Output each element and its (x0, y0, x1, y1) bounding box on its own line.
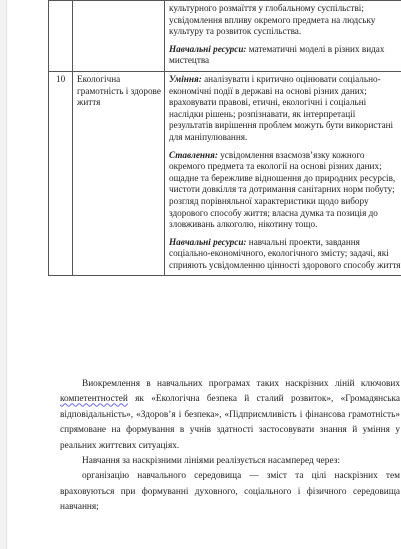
resources-label: Навчальні ресурси: (169, 236, 247, 247)
paragraph-3: організацію навчального середовища — зміст та цілі наскрізних тем враховуються при формуванні духовного, соціального і фізичного середовища навчання; (60, 471, 400, 513)
resources-paragraph (169, 237, 401, 272)
skills-label: Уміння: (169, 73, 202, 84)
table-cell-number (49, 71, 73, 276)
table-row (49, 71, 401, 276)
table-cell-title (73, 71, 165, 276)
body-text (60, 377, 400, 516)
resources-label: Навчальні ресурси: (169, 43, 247, 54)
row-title: Екологічна грамотність і здорове життя (77, 73, 161, 108)
row-number: 10 (56, 73, 66, 84)
table-cell-content (165, 71, 401, 276)
attitudes-label: Ставлення: (169, 149, 218, 160)
table-cell-content (165, 1, 401, 72)
skills-paragraph (169, 74, 401, 144)
skills-text: аналізувати і критично оцінювати соціально-економічні події в державі на основі різних даних; враховувати правові, етичні, екологічні і соціальні наслідки рішень; розпізнавати, як інтерпретації результатів вирішення проблем можуть бути використані для маніпулювання. (169, 73, 394, 142)
row-prev-text: культурного розмаїття у глобальному суспільстві; усвідомлення впливу окремого предмета на людську культуру та розвиток суспільства. (169, 3, 376, 37)
spellcheck-underlined-word: компетентностей (60, 394, 128, 405)
paragraph-2: Навчання за наскрізними лініями реалізується насамперед через: (82, 456, 340, 467)
resources-text: математичні моделі в різних видах мистецтва (169, 43, 385, 66)
table-row (49, 1, 401, 72)
paragraph-1: Виокремлення в навчальних програмах таких наскрізних ліній ключових компетентностей як «Екологічна безпека й сталий розвиток», «Громадянська відповідальність», «Здоров’я і безпека», «Підприємливість і фінансова грамотність» спрямоване на формування в учнів здатності застосовувати знання й уміння у реальних життєвих ситуаціях. (60, 379, 400, 451)
table-cell-number (49, 1, 73, 72)
key-topics-table (48, 0, 401, 276)
resources-text: навчальні проекти, завдання соціально-економічного, екологічного змісту; задачі, які сприяють усвідомленню цінності здорового способу життя (169, 236, 401, 270)
row-prev-resources (169, 44, 401, 67)
attitudes-paragraph (169, 150, 401, 231)
page-edge (0, 0, 7, 549)
attitudes-text: усвідомлення взаємозв’язку кожного окремого предмета та екології на основі різних даних; ощадне та бережливе відношення до природних ресурсів, чистоти довкілля та дотримання санітарних норм побуту; розгляд порівняльної характеристики щодо вибору здорового способу життя; власна думка та позиція до зловживань алкоголю, нікотину тощо. (169, 149, 396, 230)
table-cell-title (73, 1, 165, 72)
